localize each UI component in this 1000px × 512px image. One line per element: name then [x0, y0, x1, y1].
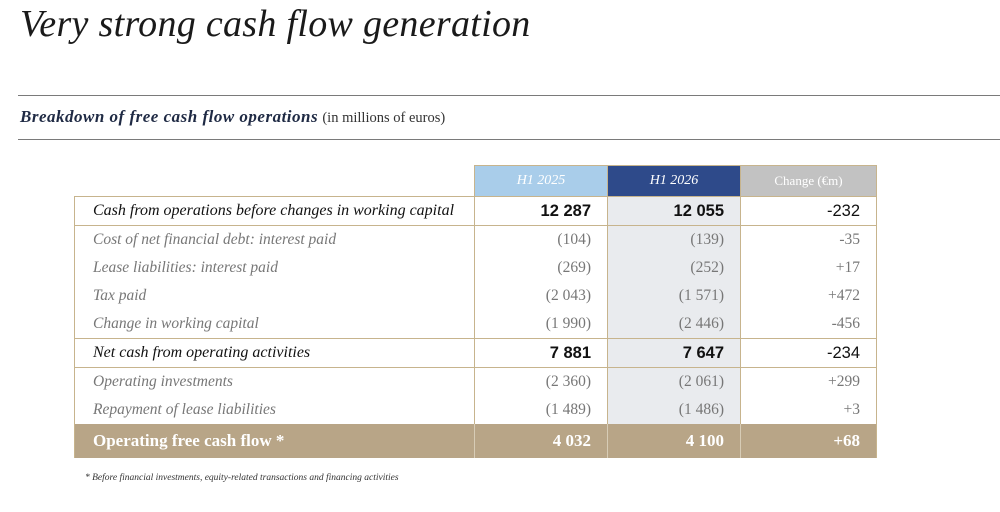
divider-bottom — [18, 139, 1000, 140]
value-change: +472 — [741, 282, 877, 310]
value-change: -232 — [741, 197, 877, 226]
table-row — [75, 282, 877, 310]
value-h1-2026: 12 055 — [608, 197, 741, 226]
row-label: Change in working capital — [75, 310, 475, 339]
table-row — [75, 310, 877, 339]
value-change: +68 — [741, 424, 877, 458]
header-h1-2026: H1 2026 — [608, 166, 741, 197]
value-h1-2026: (2 061) — [608, 368, 741, 397]
row-label: Cost of net financial debt: interest paid — [75, 226, 475, 255]
value-change: +3 — [741, 396, 877, 424]
cash-flow-table-wrapper — [74, 165, 876, 458]
value-h1-2025: (2 360) — [475, 368, 608, 397]
header-change: Change (€m) — [741, 166, 877, 197]
section-unit: (in millions of euros) — [322, 110, 446, 126]
footnote: * Before financial investments, equity-related transactions and financing activities — [85, 473, 399, 483]
table-row — [75, 368, 877, 397]
table-row — [75, 254, 877, 282]
value-h1-2026: (1 571) — [608, 282, 741, 310]
total-row — [75, 424, 877, 458]
header-h1-2025: H1 2025 — [475, 166, 608, 197]
value-change: -456 — [741, 310, 877, 339]
row-label: Net cash from operating activities — [75, 339, 475, 368]
value-h1-2025: (1 489) — [475, 396, 608, 424]
row-label: Repayment of lease liabilities — [75, 396, 475, 424]
section-heading-text: Breakdown of free cash flow operations — [20, 107, 319, 126]
table-row — [75, 396, 877, 424]
value-h1-2026: (139) — [608, 226, 741, 255]
value-change: +17 — [741, 254, 877, 282]
cash-flow-table — [74, 165, 877, 458]
table-row — [75, 226, 877, 255]
value-h1-2026: 7 647 — [608, 339, 741, 368]
row-label: Operating free cash flow * — [75, 424, 475, 458]
value-h1-2026: 4 100 — [608, 424, 741, 458]
value-h1-2025: 7 881 — [475, 339, 608, 368]
value-change: -234 — [741, 339, 877, 368]
value-h1-2025: (104) — [475, 226, 608, 255]
value-h1-2026: (252) — [608, 254, 741, 282]
row-label: Lease liabilities: interest paid — [75, 254, 475, 282]
value-change: -35 — [741, 226, 877, 255]
table-row — [75, 197, 877, 226]
header-blank — [75, 166, 475, 197]
page-title: Very strong cash flow generation — [20, 3, 531, 45]
table-row — [75, 339, 877, 368]
value-h1-2025: 12 287 — [475, 197, 608, 226]
value-h1-2025: (2 043) — [475, 282, 608, 310]
row-label: Cash from operations before changes in working capital — [75, 197, 475, 226]
value-h1-2026: (1 486) — [608, 396, 741, 424]
value-h1-2025: (269) — [475, 254, 608, 282]
value-change: +299 — [741, 368, 877, 397]
value-h1-2026: (2 446) — [608, 310, 741, 339]
divider-top — [18, 95, 1000, 96]
header-row — [75, 166, 877, 197]
table-body — [75, 197, 877, 459]
value-h1-2025: 4 032 — [475, 424, 608, 458]
section-heading — [20, 107, 445, 127]
value-h1-2025: (1 990) — [475, 310, 608, 339]
row-label: Tax paid — [75, 282, 475, 310]
row-label: Operating investments — [75, 368, 475, 397]
